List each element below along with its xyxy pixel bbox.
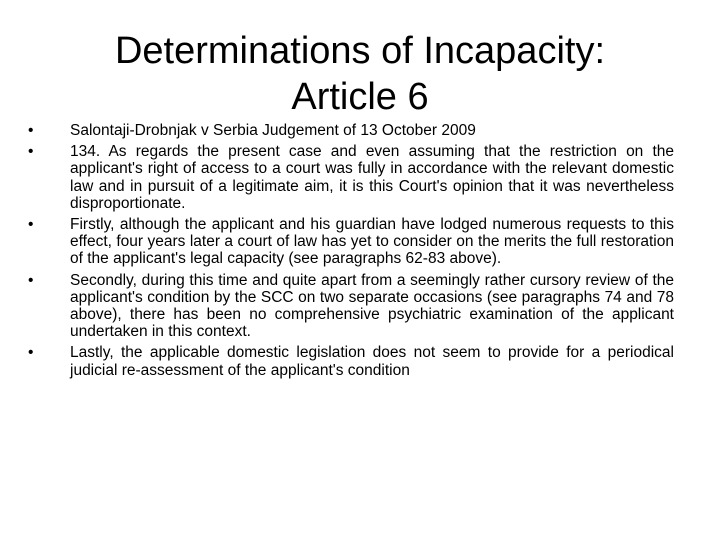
bullet-item-firstly	[28, 216, 674, 268]
slide-title-line-1: Determinations of Incapacity:	[114, 30, 605, 72]
bullet-dot-icon: •	[28, 122, 34, 139]
bullet-text: 134. As regards the present case and even assuming that the restriction on the applicant's right of access to a court was fully in accordance with the relevant domestic law and in pursuit of a legitimate aim, it is this Court's opinion that it was nevertheless disproportionate.	[70, 143, 674, 212]
bullet-item-case-title	[28, 122, 674, 139]
slide-title	[60, 28, 660, 120]
bullet-dot-icon: •	[28, 143, 34, 161]
bullet-text: Lastly, the applicable domestic legislation does not seem to provide for a periodical judicial re-assessment of the applicant's condition	[70, 344, 674, 379]
bullet-item-paragraph-134	[28, 143, 674, 212]
bullet-text: Firstly, although the applicant and his guardian have lodged numerous requests to this effect, four years later a court of law has yet to consider on the merits the full restoration of the applicant's legal capacity (see paragraphs 62-83 above).	[70, 216, 674, 268]
bullet-item-lastly	[28, 344, 674, 378]
bullet-text: Salontaji-Drobnjak v Serbia Judgement of 13 October 2009	[70, 122, 476, 139]
bullet-item-secondly	[28, 272, 674, 341]
bullet-list	[28, 122, 674, 383]
bullet-dot-icon: •	[28, 271, 34, 289]
bullet-dot-icon: •	[28, 216, 34, 234]
slide-title-line-2: Article 6	[291, 76, 429, 118]
bullet-dot-icon: •	[28, 344, 34, 362]
bullet-text: Secondly, during this time and quite apart from a seemingly rather cursory review of the applicant's condition by the SCC on two separate occasions (see paragraphs 74 and 78 above), there has been no comprehensive psychiatric examination of the applicant undertaken in this context.	[70, 271, 674, 341]
